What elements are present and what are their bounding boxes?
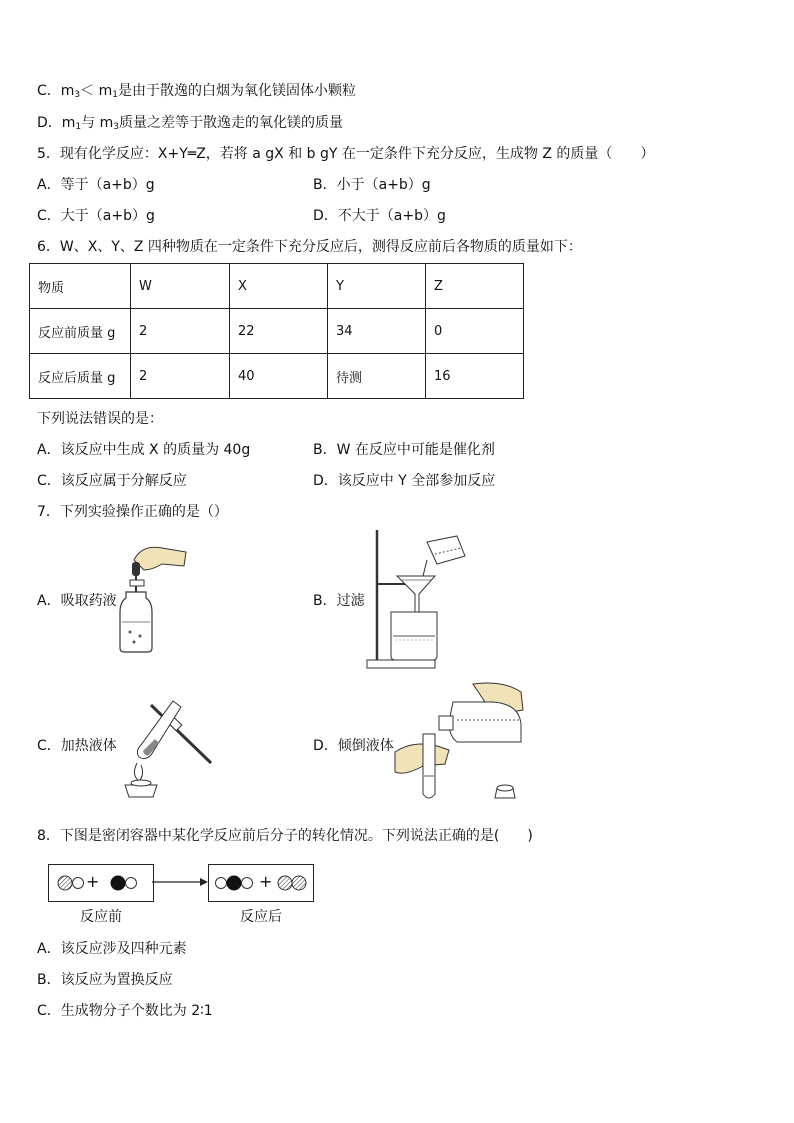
q7-option-d: D．倾倒液体 <box>313 738 394 754</box>
plus-sign: + <box>86 872 100 891</box>
table-cell: 40 <box>230 354 328 399</box>
q8-option-c: C．生成物分子个数比为 2∶1 <box>37 1003 213 1019</box>
q6-prompt: 下列说法错误的是： <box>37 411 163 427</box>
table-cell: 34 <box>328 309 426 354</box>
q4-option-d-text: 质量之差等于散逸走的氧化镁的质量 <box>118 115 343 131</box>
q4-option-d-text: 与 m <box>81 115 114 131</box>
q6-stem: 6．W、X、Y、Z 四种物质在一定条件下充分反应后，测得反应前后各物质的质量如下： <box>37 239 582 255</box>
reaction-arrow-icon <box>152 876 210 888</box>
table-cell: 2 <box>131 309 230 354</box>
q8-option-b: B．该反应为置换反应 <box>37 972 173 988</box>
q8-stem: 8．下图是密闭容器中某化学反应前后分子的转化情况。下列说法正确的是( ) <box>37 828 533 844</box>
q4-option-c-text: C．m <box>37 83 75 99</box>
q5-option-b: B．小于（a+b）g <box>313 177 431 193</box>
q4-option-c <box>37 82 356 104</box>
plus-sign: + <box>259 872 273 891</box>
table-row <box>30 264 524 309</box>
table-row <box>30 309 524 354</box>
table-cell: 2 <box>131 354 230 399</box>
table-cell: W <box>131 264 230 309</box>
subscript: 1 <box>75 122 82 132</box>
q5-option-c: C．大于（a+b）g <box>37 208 155 224</box>
q6-option-a: A．该反应中生成 X 的质量为 40g <box>37 442 251 458</box>
q4-option-c-text: ＜ m <box>80 83 113 99</box>
reaction-before-box <box>48 864 154 902</box>
heating-illustration <box>115 695 215 800</box>
q8-option-a: A．该反应涉及四种元素 <box>37 941 187 957</box>
q5-stem: 5．现有化学反应：X+Y═Z，若将 a gX 和 b gY 在一定条件下充分反应，生成物 Z 的质量（ ） <box>37 146 655 162</box>
q6-option-c: C．该反应属于分解反应 <box>37 473 187 489</box>
table-cell: 物质 <box>30 264 131 309</box>
table-cell: X <box>230 264 328 309</box>
mass-table <box>29 263 524 399</box>
q4-option-c-text: 是由于散逸的白烟为氧化镁固体小颗粒 <box>117 83 356 99</box>
q5-option-a: A．等于（a+b）g <box>37 177 155 193</box>
after-label: 反应后 <box>240 909 282 925</box>
table-cell: Y <box>328 264 426 309</box>
before-label: 反应前 <box>80 909 122 925</box>
subscript: 3 <box>74 90 81 100</box>
q6-option-d: D．该反应中 Y 全部参加反应 <box>313 473 496 489</box>
q4-option-d-text: D．m <box>37 115 76 131</box>
table-cell: 待测 <box>328 354 426 399</box>
table-cell: 22 <box>230 309 328 354</box>
subscript: 1 <box>112 90 118 100</box>
table-cell: 反应前质量 g <box>30 309 131 354</box>
table-cell: 16 <box>426 354 524 399</box>
reaction-after-box <box>208 864 314 902</box>
table-cell: 0 <box>426 309 524 354</box>
filtration-illustration <box>365 528 470 670</box>
table-cell: Z <box>426 264 524 309</box>
pouring-illustration <box>393 680 528 805</box>
subscript: 3 <box>113 122 119 132</box>
q7-stem: 7．下列实验操作正确的是（） <box>37 504 228 520</box>
q6-option-b: B．W 在反应中可能是催化剂 <box>313 442 495 458</box>
q4-option-d <box>37 114 343 136</box>
q7-option-b: B．过滤 <box>313 593 365 609</box>
table-cell: 反应后质量 g <box>30 354 131 399</box>
q7-option-a: A．吸取药液 <box>37 593 117 609</box>
dropper-illustration <box>112 540 192 655</box>
table-row <box>30 354 524 399</box>
q5-option-d: D．不大于（a+b）g <box>313 208 446 224</box>
q7-option-c: C．加热液体 <box>37 738 117 754</box>
